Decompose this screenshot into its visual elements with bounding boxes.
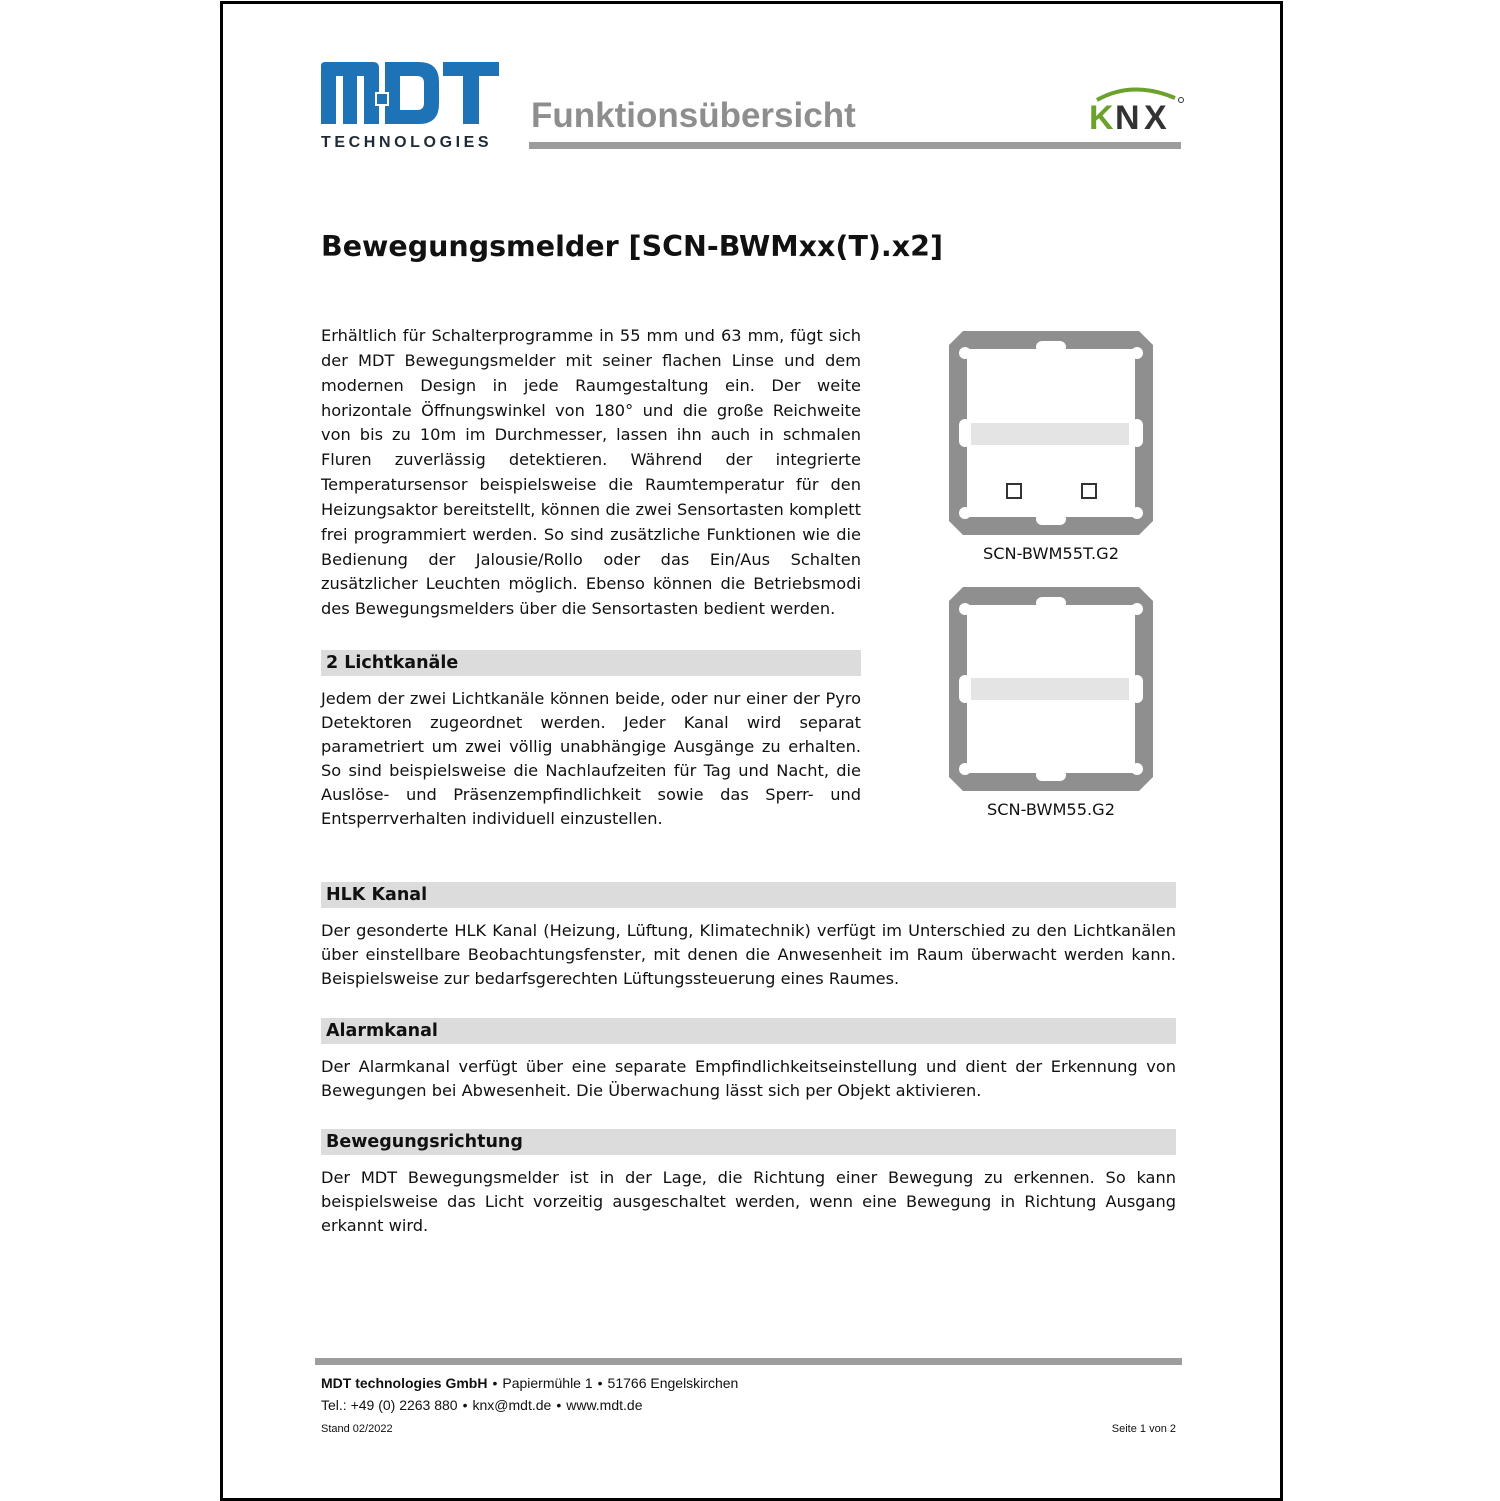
footer-company: MDT technologies GmbH	[321, 1375, 488, 1391]
header-divider	[529, 142, 1181, 149]
footer-separator: •	[492, 1375, 498, 1391]
footer-contact	[321, 1397, 642, 1413]
image-caption: SCN-BWM55T.G2	[982, 544, 1119, 563]
svg-text:X: X	[1144, 99, 1167, 134]
section-text-alarm: Der Alarmkanal verfügt über eine separate Empfindlichkeitseinstellung und dient der Erkennung von Bewegungen bei Abwesenheit. Die Überwachung lässt sich per Objekt aktivieren.	[321, 1057, 1176, 1100]
mdt-logo	[321, 62, 499, 124]
device-image-bwm55	[949, 587, 1153, 791]
footer-separator: •	[597, 1375, 603, 1391]
footer-email[interactable]: knx@mdt.de	[472, 1397, 552, 1413]
footer-city: 51766 Engelskirchen	[607, 1375, 739, 1391]
image-caption: SCN-BWM55.G2	[986, 800, 1116, 819]
document-page	[220, 1, 1283, 1501]
svg-text:N: N	[1115, 99, 1140, 134]
footer-stand: Stand 02/2022	[321, 1423, 393, 1435]
section-text-bewegungsrichtung: Der MDT Bewegungsmelder ist in der Lage, die Richtung einer Bewegung zu erkennen. So kann beispielsweise das Licht vorzeitig ausgeschaltet werden, wenn eine Bewegung in Richtung Ausgang erkannt wird.	[321, 1168, 1176, 1235]
header-title: Funktionsübersicht	[531, 96, 856, 135]
device-image-bwm55t	[949, 331, 1153, 535]
footer-separator: •	[556, 1397, 562, 1413]
section-text-hlk: Der gesonderte HLK Kanal (Heizung, Lüftung, Klimatechnik) verfügt im Unterschied zu den Lichtkanälen über einstellbare Beobachtungsfenster, mit denen die Anwesenheit im Raum überwacht werden kann. Beispielsweise zur bedarfsgerechten Lüftungssteuerung eines Raumes.	[321, 921, 1176, 988]
footer-web[interactable]: www.mdt.de	[566, 1397, 643, 1413]
svg-text:K: K	[1089, 99, 1114, 134]
footer-divider	[315, 1358, 1182, 1365]
page-number: Seite 1 von 2	[1111, 1423, 1176, 1435]
document-title: Bewegungsmelder [SCN-BWMxx(T).x2]	[321, 230, 943, 263]
section-heading-alarm: Alarmkanal	[321, 1018, 1176, 1044]
section-heading-lichtkanaele: 2 Lichtkanäle	[321, 650, 861, 676]
footer-address	[321, 1375, 738, 1391]
footer-phone: Tel.: +49 (0) 2263 880	[321, 1397, 458, 1413]
section-text-lichtkanaele: Jedem der zwei Lichtkanäle können beide, oder nur einer der Pyro Detektoren zugeordnet werden. Jeder Kanal wird separat parametriert um zwei völlig unabhängige Ausgänge zu erhalten. So sind beispielsweise die Nachlaufzeiten für Tag und Nacht, die Auslöse- und Präsenzempfindlichkeit sowie das Sperr- und Entsperrverhalten individuell einzustellen.	[321, 689, 861, 828]
knx-logo	[1087, 86, 1187, 134]
footer-street: Papiermühle 1	[502, 1375, 593, 1391]
logo-subtitle: TECHNOLOGIES	[321, 134, 493, 151]
footer-separator: •	[462, 1397, 468, 1413]
section-heading-bewegungsrichtung: Bewegungsrichtung	[321, 1129, 1176, 1155]
intro-paragraph: Erhältlich für Schalterprogramme in 55 mm und 63 mm, fügt sich der MDT Bewegungsmelder mit seiner flachen Linse und dem modernen Design in jede Raumgestaltung ein. Der weite horizontale Öffnungswinkel von 180° und die große Reichweite von bis zu 10m im Durchmesser, lassen ihn auch in schmalen Fluren zuverlässig detektieren. Während der integrierte Temperatursensor beispielsweise die Raumtemperatur für den Heizungsaktor bereitstellt, können die zwei Sensortasten komplett frei programmiert werden. So sind zusätzliche Funktionen wie die Bedienung der Jalousie/Rollo oder das Ein/Aus Schalten zusätzlicher Leuchten möglich. Ebenso können die Betriebsmodi des Bewegungsmelders über die Sensortasten bedient werden.	[321, 326, 861, 619]
section-heading-hlk: HLK Kanal	[321, 882, 1176, 908]
